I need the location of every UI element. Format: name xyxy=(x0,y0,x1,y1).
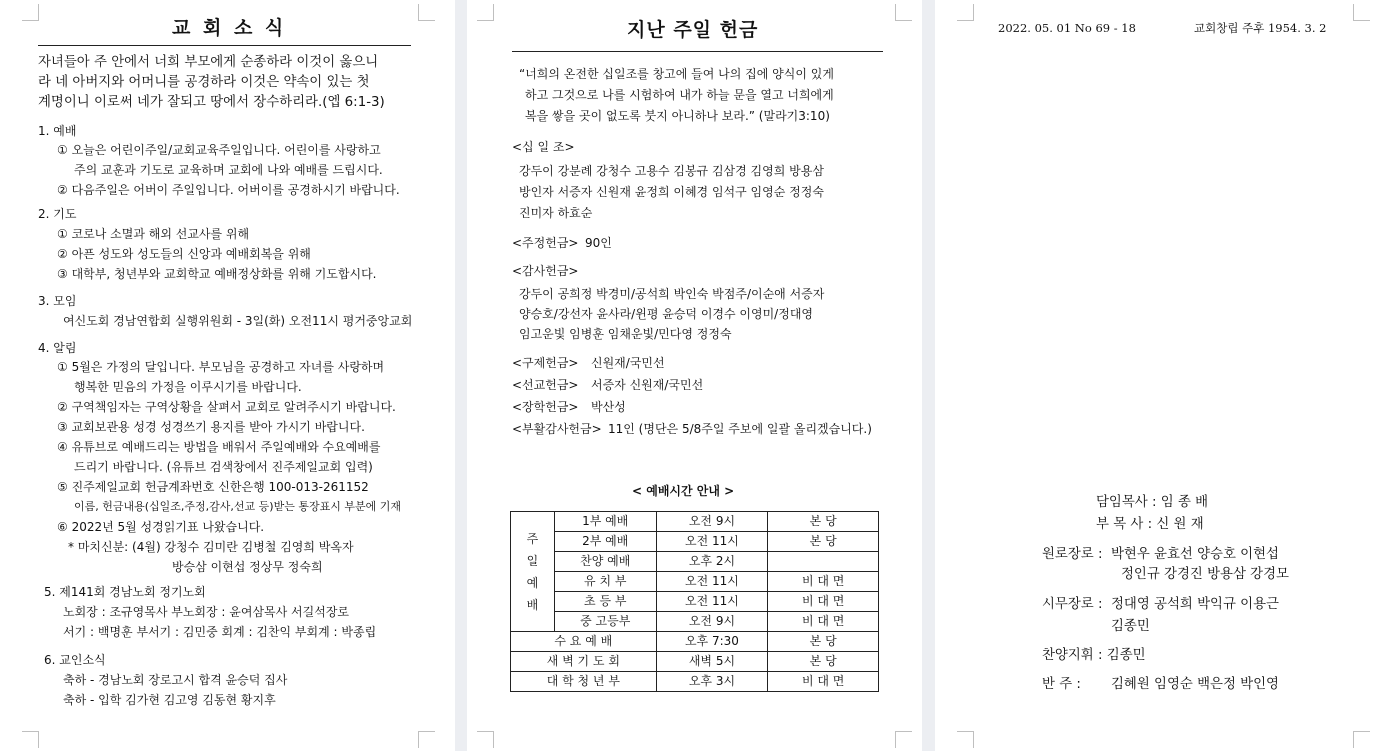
service-time: 오후 2시 xyxy=(656,552,768,572)
service-place: 본 당 xyxy=(768,512,879,532)
title-rule xyxy=(38,45,411,46)
elders-label: 원로장로 : xyxy=(1042,547,1103,562)
crop-mark xyxy=(22,4,39,21)
table-row xyxy=(511,512,879,532)
section-heading: 4. 알림 xyxy=(38,341,77,355)
section-line: ① 코로나 소멸과 해외 선교사를 위해 xyxy=(57,227,250,241)
scholarship-label: <장학헌금> xyxy=(512,400,579,414)
service-place: 본 당 xyxy=(768,652,879,672)
section-line: ④ 유튜브로 예배드리는 방법을 배워서 주일예배와 수요예배를 xyxy=(57,440,381,454)
table-row xyxy=(511,612,879,632)
section-heading: 2. 기도 xyxy=(38,207,77,221)
section-line: 축하 - 경남노회 장로고시 합격 윤승덕 집사 xyxy=(63,673,288,687)
service-name: 1부 예배 xyxy=(554,512,656,532)
church-founding: 교회창립 주후 1954. 3. 2 xyxy=(1194,21,1327,35)
section-line: ③ 대학부, 청년부와 교회학교 예배정상화를 위해 기도합시다. xyxy=(57,267,377,281)
section-line: ② 아픈 성도와 성도들의 신앙과 예배회복을 위해 xyxy=(57,247,311,261)
service-name: 대 학 청 년 부 xyxy=(511,672,657,692)
mission-value: 서증자 신원재/국민선 xyxy=(591,378,704,392)
group-char: 일 xyxy=(526,553,539,568)
service-times-table xyxy=(510,511,879,692)
section-line: 노회장 : 조규영목사 부노회장 : 윤여삼목사 서길석장로 xyxy=(63,605,349,619)
accompanist-label: 반 주 : xyxy=(1042,677,1081,692)
scholarship-value: 박산성 xyxy=(591,400,626,414)
crop-mark xyxy=(957,731,974,748)
service-time: 오전 11시 xyxy=(656,592,768,612)
service-time: 새벽 5시 xyxy=(656,652,768,672)
section-line: 주의 교훈과 기도로 교육하며 교회에 나와 예배를 드립시다. xyxy=(74,163,383,177)
section-line: 행복한 믿음의 가정을 이루시기를 바랍니다. xyxy=(74,380,302,394)
issue-date-number: 2022. 05. 01 No 69 - 18 xyxy=(998,21,1136,35)
section-heading: 3. 모임 xyxy=(38,294,77,308)
verse-line: 라 네 아버지와 어머니를 공경하라 이것은 약속이 있는 첫 xyxy=(38,75,370,90)
thanks-label: <감사헌금> xyxy=(512,264,579,278)
section-line: 드리기 바랍니다. (유튜브 검색창에서 진주제일교회 입력) xyxy=(74,460,373,474)
active-elders-label: 시무장로 : xyxy=(1042,597,1103,612)
section-heading: 5. 제141회 경남노회 정기노회 xyxy=(44,585,206,599)
page-church-news xyxy=(0,0,455,751)
active-elders-line: 정대영 공석희 박익규 이용근 xyxy=(1111,597,1279,612)
section-line: ② 다음주일은 어버이 주일입니다. 어버이를 공경하시기 바랍니다. xyxy=(57,183,400,197)
page-title: 지난 주일 헌금 xyxy=(627,19,759,41)
name-line: 진미자 하효순 xyxy=(519,206,593,220)
name-line: 양승호/강선자 윤사라/윈평 윤승덕 이경수 이영미/정대영 xyxy=(519,307,814,321)
crop-mark xyxy=(1353,4,1370,21)
sunday-worship-group xyxy=(511,512,555,632)
crop-mark xyxy=(477,4,494,21)
service-place: 본 당 xyxy=(768,632,879,652)
crop-mark xyxy=(1353,731,1370,748)
page-offerings xyxy=(467,0,922,751)
mission-label: <선교헌금> xyxy=(512,378,579,392)
section-line: ① 5월은 가정의 달입니다. 부모님을 공경하고 자녀를 사랑하며 xyxy=(57,360,385,374)
senior-pastor: 담임목사 : 임 종 배 xyxy=(1096,495,1209,510)
service-name: 2부 예배 xyxy=(554,532,656,552)
easter-label: <부활감사헌금> xyxy=(512,422,602,436)
service-place: 비 대 면 xyxy=(768,592,879,612)
choir-director: 찬양지휘 : 김종민 xyxy=(1042,648,1146,663)
table-row xyxy=(511,592,879,612)
verse-line: 자녀들아 주 안에서 너희 부모에게 순종하라 이것이 옳으니 xyxy=(38,55,379,70)
service-place: 비 대 면 xyxy=(768,612,879,632)
section-line: ② 구역책임자는 구역상황을 살펴서 교회로 알려주시기 바랍니다. xyxy=(57,400,396,414)
elders-line: 박현우 윤효선 양승호 이현섭 xyxy=(1111,547,1279,562)
name-line: 임고운빛 임병훈 임채운빛/민다영 정정숙 xyxy=(519,327,732,341)
service-name: 초 등 부 xyxy=(554,592,656,612)
name-line: 강두이 공희정 박경미/공석희 박인숙 박점주/이순애 서증자 xyxy=(519,287,825,301)
relief-value: 신원재/국민선 xyxy=(591,356,665,370)
service-times-title: < 예배시간 안내 > xyxy=(632,484,735,498)
name-line: 강두이 강분례 강청수 고용수 김봉규 김삼경 김영희 방용삼 xyxy=(519,164,824,178)
verse-line: 복을 쌓을 곳이 없도록 붓지 아니하나 보라.” (말라기3:10) xyxy=(525,109,830,123)
verse-line: “너희의 온전한 십일조를 창고에 들여 나의 집에 양식이 있게 xyxy=(519,67,834,81)
title-rule xyxy=(512,51,883,52)
relief-label: <구제헌금> xyxy=(512,356,579,370)
table-row xyxy=(511,632,879,652)
section-line: * 마치신분: (4월) 강청수 김미란 김병철 김영희 박옥자 xyxy=(68,540,354,554)
group-char: 주 xyxy=(526,531,539,546)
service-time: 오전 11시 xyxy=(656,572,768,592)
service-time: 오후 3시 xyxy=(656,672,768,692)
service-place: 본 당 xyxy=(768,532,879,552)
service-name: 유 치 부 xyxy=(554,572,656,592)
section-line: 축하 - 입학 김가현 김고영 김동현 황지후 xyxy=(63,693,276,707)
section-line: ① 오늘은 어린이주일/교회교육주일입니다. 어린이를 사랑하고 xyxy=(57,143,381,157)
section-line: 여신도회 경남연합회 실행위원회 - 3일(화) 오전11시 평거중앙교회 xyxy=(63,314,413,328)
crop-mark xyxy=(895,4,912,21)
service-name: 수 요 예 배 xyxy=(511,632,657,652)
service-time: 오후 7:30 xyxy=(656,632,768,652)
service-place: 비 대 면 xyxy=(768,672,879,692)
section-line: 서기 : 백명훈 부서기 : 김민중 회계 : 김찬익 부회계 : 박종립 xyxy=(63,625,377,639)
service-place: 비 대 면 xyxy=(768,572,879,592)
crop-mark xyxy=(895,731,912,748)
crop-mark xyxy=(22,731,39,748)
elders-line: 정인규 강경진 방용삼 강경모 xyxy=(1121,567,1289,582)
service-name: 찬양 예배 xyxy=(554,552,656,572)
table-row xyxy=(511,552,879,572)
crop-mark xyxy=(477,731,494,748)
service-time: 오전 11시 xyxy=(656,532,768,552)
crop-mark xyxy=(957,4,974,21)
section-line: 방승삼 이현섭 정상무 정숙희 xyxy=(172,560,323,574)
service-time: 오전 9시 xyxy=(656,512,768,532)
section-heading: 1. 예배 xyxy=(38,124,77,138)
weekly-label: <주정헌금> xyxy=(512,236,579,250)
service-place xyxy=(768,552,879,572)
section-heading: 6. 교인소식 xyxy=(44,653,106,667)
table-row xyxy=(511,652,879,672)
section-line: ③ 교회보관용 성경 성경쓰기 용지를 받아 가시기 바랍니다. xyxy=(57,420,365,434)
page-title: 교 회 소 식 xyxy=(172,17,287,39)
associate-pastor: 부 목 사 : 신 원 재 xyxy=(1096,517,1204,532)
service-name: 새 벽 기 도 회 xyxy=(511,652,657,672)
section-line: 이름, 헌금내용(십일조,주정,감사,선교 등)받는 통장표시 부분에 기재 xyxy=(74,500,401,513)
service-name: 중 고등부 xyxy=(554,612,656,632)
table-row xyxy=(511,532,879,552)
crop-mark xyxy=(418,4,435,21)
verse-line: 계명이니 이로써 네가 잘되고 땅에서 장수하리라.(엡 6:1-3) xyxy=(38,95,385,110)
service-time: 오전 9시 xyxy=(656,612,768,632)
active-elders-line: 김종민 xyxy=(1111,619,1150,634)
verse-line: 하고 그것으로 나를 시험하여 내가 하늘 문을 열고 너희에게 xyxy=(525,88,834,102)
weekly-value: 90인 xyxy=(585,236,612,250)
group-char: 배 xyxy=(526,597,539,612)
page-cover-info xyxy=(935,0,1390,751)
table-row xyxy=(511,572,879,592)
name-line: 방인자 서증자 신원재 윤정희 이혜경 임석구 임영순 정정숙 xyxy=(519,185,824,199)
section-line: ⑤ 진주제일교회 헌금계좌번호 신한은행 100-013-261152 xyxy=(57,480,369,494)
easter-value: 11인 (명단은 5/8주일 주보에 일괄 올리겠습니다.) xyxy=(608,422,872,436)
accompanists: 김혜원 임영순 백은정 박인영 xyxy=(1111,677,1279,692)
table-row xyxy=(511,672,879,692)
group-char: 예 xyxy=(526,575,539,590)
tithe-label: <십 일 조> xyxy=(512,140,575,154)
crop-mark xyxy=(418,731,435,748)
section-line: ⑥ 2022년 5월 성경읽기표 나왔습니다. xyxy=(57,520,265,534)
